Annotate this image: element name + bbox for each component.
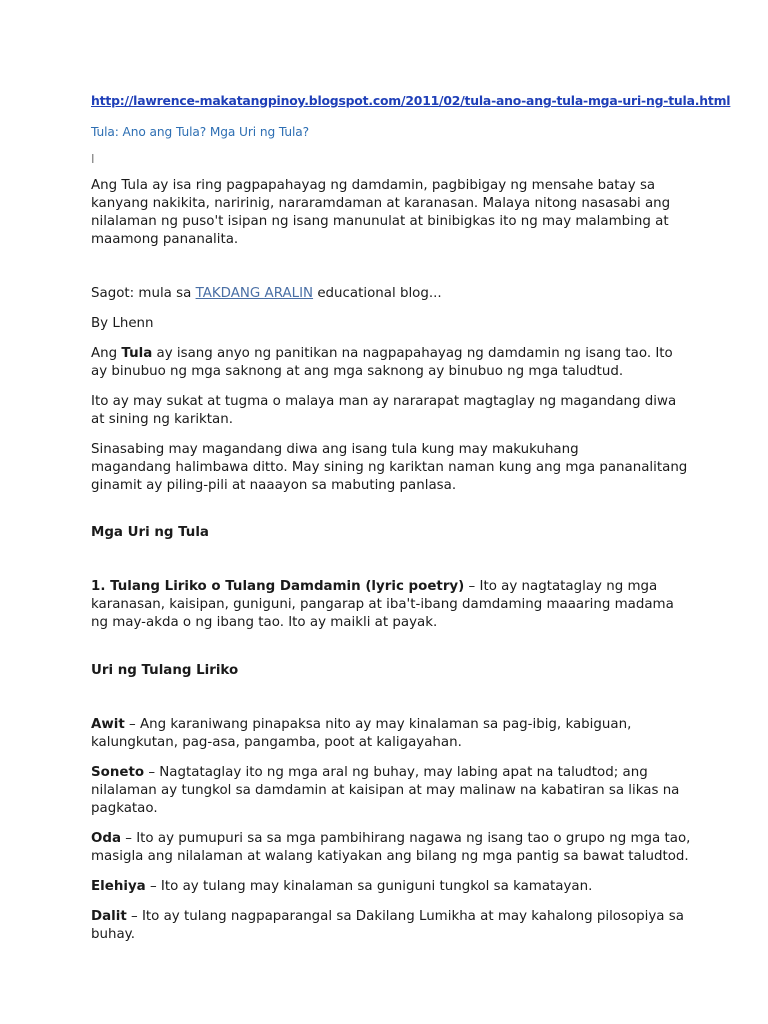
type-desc: – Nagtataglay ito ng mga aral ng buhay, may labing apat na taludtod; ang nilalaman ay tungkol sa damdamin at kaisipan at may malinaw na kabatiran sa likas na pagkatao.	[91, 765, 680, 816]
heading-uri-ng-tulang-liriko: Uri ng Tulang Liriko	[91, 663, 239, 678]
type-desc: – Ito ay pumupuri sa sa mga pambihirang nagawa ng isang tao o grupo ng mga tao, masigla ang nilalaman at walang katiyakan ang bilang ng mga pantig sa bawat taludtod.	[91, 831, 691, 864]
type-oda	[91, 830, 691, 866]
sinasabing-paragraph	[91, 441, 691, 495]
sinasabing-line-2: magandang halimbawa ditto. May sining ng kariktan naman kung ang mga pananalitang ginamit ay piling-pili at naaayon sa mabuting panlasa.	[91, 460, 688, 493]
source-url-link[interactable]: http://lawrence-makatangpinoy.blogspot.com/2011/02/tula-ano-ang-tula-mga-uri-ng-tula.html	[91, 93, 731, 108]
sukat-paragraph: Ito ay may sukat at tugma o malaya man ay nararapat magtaglay ng magandang diwa at sining ng kariktan.	[91, 394, 677, 427]
type-desc: – Ang karaniwang pinapaksa nito ay may kinalaman sa pag-ibig, kabiguan, kalungkutan, pag-asa, pangamba, poot at kaligayahan.	[91, 717, 632, 750]
definition-prefix: Ang	[91, 346, 122, 361]
sinasabing-line-1: Sinasabing may magandang diwa ang isang tula kung may makukuhang	[91, 442, 579, 457]
type-desc: – Ito ay tulang nagpaparangal sa Dakilang Lumikha at may kahalong pilosopiya sa buhay.	[91, 909, 684, 942]
type-soneto	[91, 764, 691, 818]
tulang-liriko-term: 1. Tulang Liriko o Tulang Damdamin (lyric poetry)	[91, 579, 465, 594]
type-term: Elehiya	[91, 879, 146, 894]
author-line: By Lhenn	[91, 316, 154, 331]
document-body	[91, 92, 731, 944]
sagot-suffix: educational blog...	[313, 286, 442, 301]
definition-paragraph	[91, 345, 691, 381]
type-elehiya	[91, 878, 691, 896]
post-title: Tula: Ano ang Tula? Mga Uri ng Tula?	[91, 125, 310, 139]
type-term: Oda	[91, 831, 122, 846]
takdang-aralin-link[interactable]: TAKDANG ARALIN	[195, 286, 314, 301]
type-term: Awit	[91, 717, 125, 732]
intro-paragraph: Ang Tula ay isa ring pagpapahayag ng damdamin, pagbibigay ng mensahe batay sa kanyang nakikita, naririnig, nararamdaman at karanasan. Malaya nitong nasasabi ang nilalaman ng puso't isipan ng isang manunulat at binibigkas ito ng may malambing at maamong pananalita.	[91, 178, 671, 247]
sagot-paragraph	[91, 285, 691, 303]
sagot-prefix: Sagot: mula sa	[91, 286, 196, 301]
type-awit	[91, 716, 691, 752]
definition-term: Tula	[121, 346, 153, 361]
type-dalit	[91, 908, 691, 944]
type-term: Soneto	[91, 765, 145, 780]
definition-rest: ay isang anyo ng panitikan na nagpapahayag ng damdamin ng isang tao. Ito ay binubuo ng mga saknong at ang mga saknong ay binubuo ng mga taludtud.	[91, 346, 673, 379]
type-term: Dalit	[91, 909, 127, 924]
tulang-liriko-paragraph	[91, 578, 691, 632]
tulang-liriko-desc: – Ito ay nagtataglay ng mga karanasan, kaisipan, guniguni, pangarap at iba't-ibang damdaming maaaring madama ng may-akda o ng ibang tao. Ito ay maikli at payak.	[91, 579, 674, 630]
type-desc: – Ito ay tulang may kinalaman sa guniguni tungkol sa kamatayan.	[145, 879, 593, 894]
heading-mga-uri-ng-tula: Mga Uri ng Tula	[91, 525, 209, 540]
text-cursor: I	[91, 152, 95, 166]
